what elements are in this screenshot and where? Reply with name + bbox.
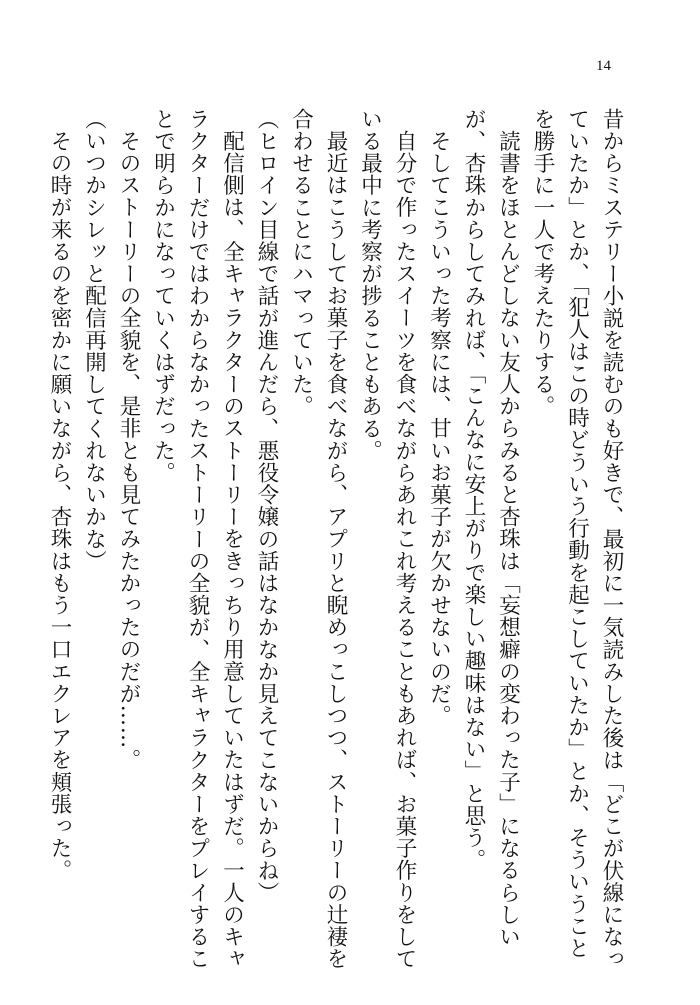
paragraph-6: （ヒロイン目線で話が進んだら、悪役令嬢の話はなかなか見えてこないからね） [254,108,279,904]
vertical-text-body [42,108,629,978]
paragraph-1: 昔からミステリー小説を読むのも好きで、最初に一気読みした後は「どこが伏線になっていたか」とか、「犯人はこの時どういう行動を起こしていたか」とか、そういうことを勝手に一人で考えたりする。 [530,108,624,970]
paragraph-3: そしてこういった考察には、甘いお菓子が欠かせないのだ。 [426,129,452,727]
paragraph-5: 最近はこうしてお菓子を食べながら、アプリと睨めっこしつつ、ストーリーの辻褄を合わせることにハマっていた。 [288,108,348,970]
paragraph-2: 読書をほとんどしない友人からみると杏珠は「妄想癖の変わった子」になるらしいが、杏珠からしてみれば、「こんなに安上がりで楽しい趣味はない」と思う。 [461,108,521,948]
paragraph-10: その時が来るのを密かに願いながら、杏珠はもう一口エクレアを頬張った。 [47,129,72,881]
paragraph-9: （いつかシレッと配信再開してくれないかな） [81,108,107,573]
paragraph-4: 自分で作ったスイーツを食べながらあれこれ考えることもあれば、お菓子作りをしている最中に考察が捗ることもある。 [357,108,417,970]
paragraph-7: 配信側は、全キャラクターのストーリーをきっちり用意していたはずだ。一人のキャラクターだけではわからなかったストーリーの全貌が、全キャラクターをプレイすることで明らかになっていくはずだった。 [150,108,245,970]
page-number: 14 [596,58,611,74]
paragraph-8: そのストーリーの全貌を、是非とも見てみたかったのだが……。 [116,129,141,771]
